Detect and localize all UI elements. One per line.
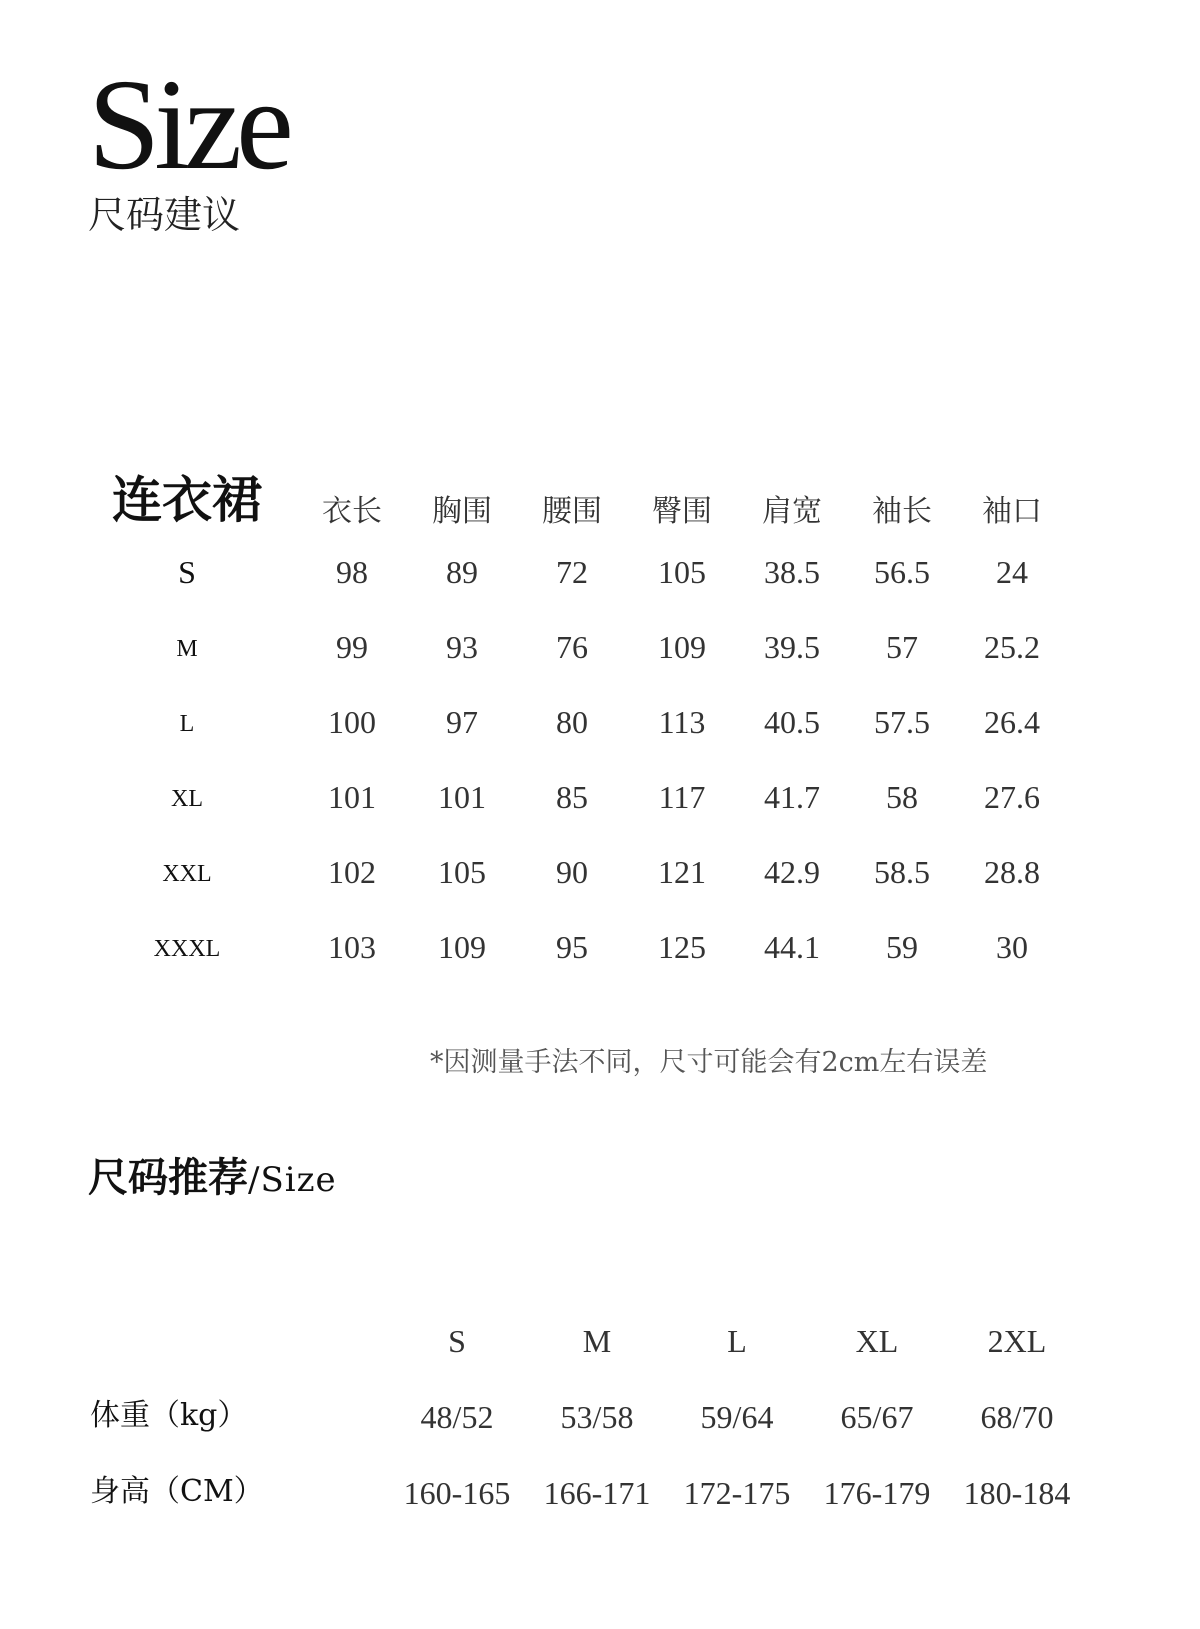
measurement-cell: 105: [658, 554, 706, 590]
weight-cell: 48/52: [420, 1399, 494, 1435]
height-label: 身高（CM）: [90, 1474, 264, 1509]
measurement-row: [0, 706, 1200, 781]
size-label: XL: [171, 786, 203, 812]
size-header: L: [727, 1323, 747, 1359]
size-header: M: [582, 1323, 612, 1359]
measurement-cell: 56.5: [874, 554, 930, 590]
height-cell: 172-175: [683, 1475, 791, 1511]
size-header: 2XL: [987, 1323, 1047, 1359]
size-label: XXXL: [153, 936, 221, 962]
column-header: 衣长: [322, 494, 382, 529]
recommendation-title-cn: 尺码推荐: [88, 1154, 248, 1201]
measurement-cell: 42.9: [764, 854, 820, 890]
measurement-cell: 44.1: [764, 929, 820, 965]
height-cell: 166-171: [543, 1475, 651, 1511]
recommendation-size-row: [0, 1322, 1200, 1398]
weight-cell: 65/67: [840, 1399, 914, 1435]
measurement-cell: 57: [886, 629, 918, 665]
recommendation-title: [88, 1146, 337, 1203]
measurement-cell: 93: [446, 629, 478, 665]
measurement-table: [0, 470, 1200, 1000]
page-subtitle: 尺码建议: [88, 193, 241, 237]
measurement-cell: 24: [996, 554, 1028, 590]
page-title: Size: [88, 53, 288, 197]
measurement-cell: 113: [658, 704, 706, 740]
measurement-cell: 39.5: [764, 629, 820, 665]
weight-cell: 68/70: [980, 1399, 1054, 1435]
measurement-cell: 102: [328, 854, 376, 890]
column-header: 臀围: [652, 494, 712, 529]
size-label: S: [178, 554, 196, 590]
measurement-cell: 117: [658, 779, 706, 815]
column-header: 肩宽: [762, 494, 822, 529]
measurement-cell: 59: [886, 929, 918, 965]
column-header: 腰围: [542, 494, 602, 529]
weight-row: [0, 1398, 1200, 1474]
measurement-row: [0, 631, 1200, 706]
measurement-note: *因测量手法不同，尺寸可能会有2cm左右误差: [430, 1047, 988, 1078]
height-cell: 180-184: [963, 1475, 1071, 1511]
size-label: M: [176, 636, 198, 662]
measurement-cell: 80: [556, 704, 588, 740]
measurement-cell: 57.5: [874, 704, 930, 740]
measurement-cell: 121: [658, 854, 706, 890]
measurement-cell: 28.8: [984, 854, 1040, 890]
measurement-cell: 100: [328, 704, 376, 740]
measurement-cell: 95: [556, 929, 588, 965]
measurement-row: [0, 781, 1200, 856]
measurement-cell: 58: [886, 779, 918, 815]
measurement-cell: 109: [438, 929, 486, 965]
measurement-cell: 90: [556, 854, 588, 890]
measurement-cell: 76: [556, 629, 588, 665]
measurement-cell: 30: [996, 929, 1028, 965]
measurement-cell: 101: [328, 779, 376, 815]
height-cell: 176-179: [823, 1475, 931, 1511]
product-name: 连衣裙: [112, 470, 262, 529]
measurement-cell: 98: [336, 554, 368, 590]
measurement-cell: 58.5: [874, 854, 930, 890]
weight-label: 体重（kg）: [90, 1398, 248, 1433]
size-label: XXL: [162, 861, 212, 887]
column-header: 袖口: [982, 494, 1042, 529]
weight-cell: 53/58: [560, 1399, 634, 1435]
measurement-cell: 105: [438, 854, 486, 890]
measurement-cell: 85: [556, 779, 588, 815]
measurement-cell: 25.2: [984, 629, 1040, 665]
measurement-cell: 41.7: [764, 779, 820, 815]
measurement-cell: 103: [328, 929, 376, 965]
measurement-cell: 26.4: [984, 704, 1040, 740]
measurement-cell: 97: [446, 704, 478, 740]
measurement-cell: 99: [336, 629, 368, 665]
size-header: S: [448, 1323, 466, 1359]
measurement-cell: 101: [438, 779, 486, 815]
measurement-row: [0, 856, 1200, 931]
measurement-row: [0, 931, 1200, 1006]
measurement-header-row: [0, 470, 1200, 550]
column-header: 胸围: [432, 494, 492, 529]
measurement-cell: 38.5: [764, 554, 820, 590]
measurement-cell: 40.5: [764, 704, 820, 740]
recommendation-table: [0, 1322, 1200, 1550]
weight-cell: 59/64: [700, 1399, 774, 1435]
size-header: XL: [855, 1323, 899, 1359]
size-label: L: [179, 711, 195, 737]
measurement-cell: 89: [446, 554, 478, 590]
measurement-row: [0, 556, 1200, 631]
measurement-cell: 72: [556, 554, 588, 590]
column-header: 袖长: [872, 494, 932, 529]
height-row: [0, 1474, 1200, 1550]
recommendation-title-en: /Size: [248, 1160, 337, 1200]
measurement-cell: 109: [658, 629, 706, 665]
height-cell: 160-165: [403, 1475, 511, 1511]
measurement-cell: 125: [658, 929, 706, 965]
measurement-cell: 27.6: [984, 779, 1040, 815]
